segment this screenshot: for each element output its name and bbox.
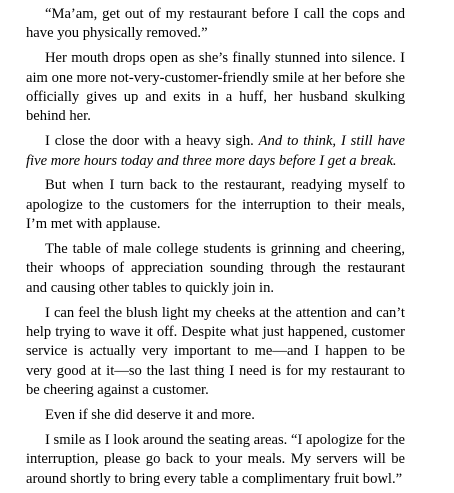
paragraph-3 — [26, 132, 405, 171]
paragraph-7: Even if she did deserve it and more. — [45, 407, 255, 424]
paragraph-4: But when I turn back to the restaurant, readying myself to apologize to the customers for the interruption to their meals, I’m met with applause. — [26, 177, 405, 233]
paragraph-8: I smile as I look around the seating areas. “I apologize for the interruption, please go back to your meals. My servers will be around shortly to bring every table a complimentary fruit bowl.” — [26, 431, 405, 487]
paragraph-6: I can feel the blush light my cheeks at the attention and can’t help trying to wave it off. Despite what just happened, customer service is actually very important to me—and I happen to be very good at it—so the last thing I need is for my restaurant to be cheering against a customer. — [26, 304, 405, 399]
paragraph-3-text: I close the door with a heavy sigh. — [45, 133, 259, 150]
paragraph-2: Her mouth drops open as she’s finally stunned into silence. I aim one more not-very-customer-friendly smile at her before she officially gives up and exits in a huff, her husband skulking behind her. — [26, 50, 405, 125]
paragraph-1: “Ma’am, get out of my restaurant before I call the cops and have you physically removed.” — [26, 6, 405, 42]
paragraph-5: The table of male college students is grinning and cheering, their whoops of appreciation sounding through the restaurant and causing other tables to quickly join in. — [26, 241, 405, 296]
paragraph-3-italic-thought: And to think, I still have five more hours today and three more days before I get a break. — [26, 133, 405, 169]
